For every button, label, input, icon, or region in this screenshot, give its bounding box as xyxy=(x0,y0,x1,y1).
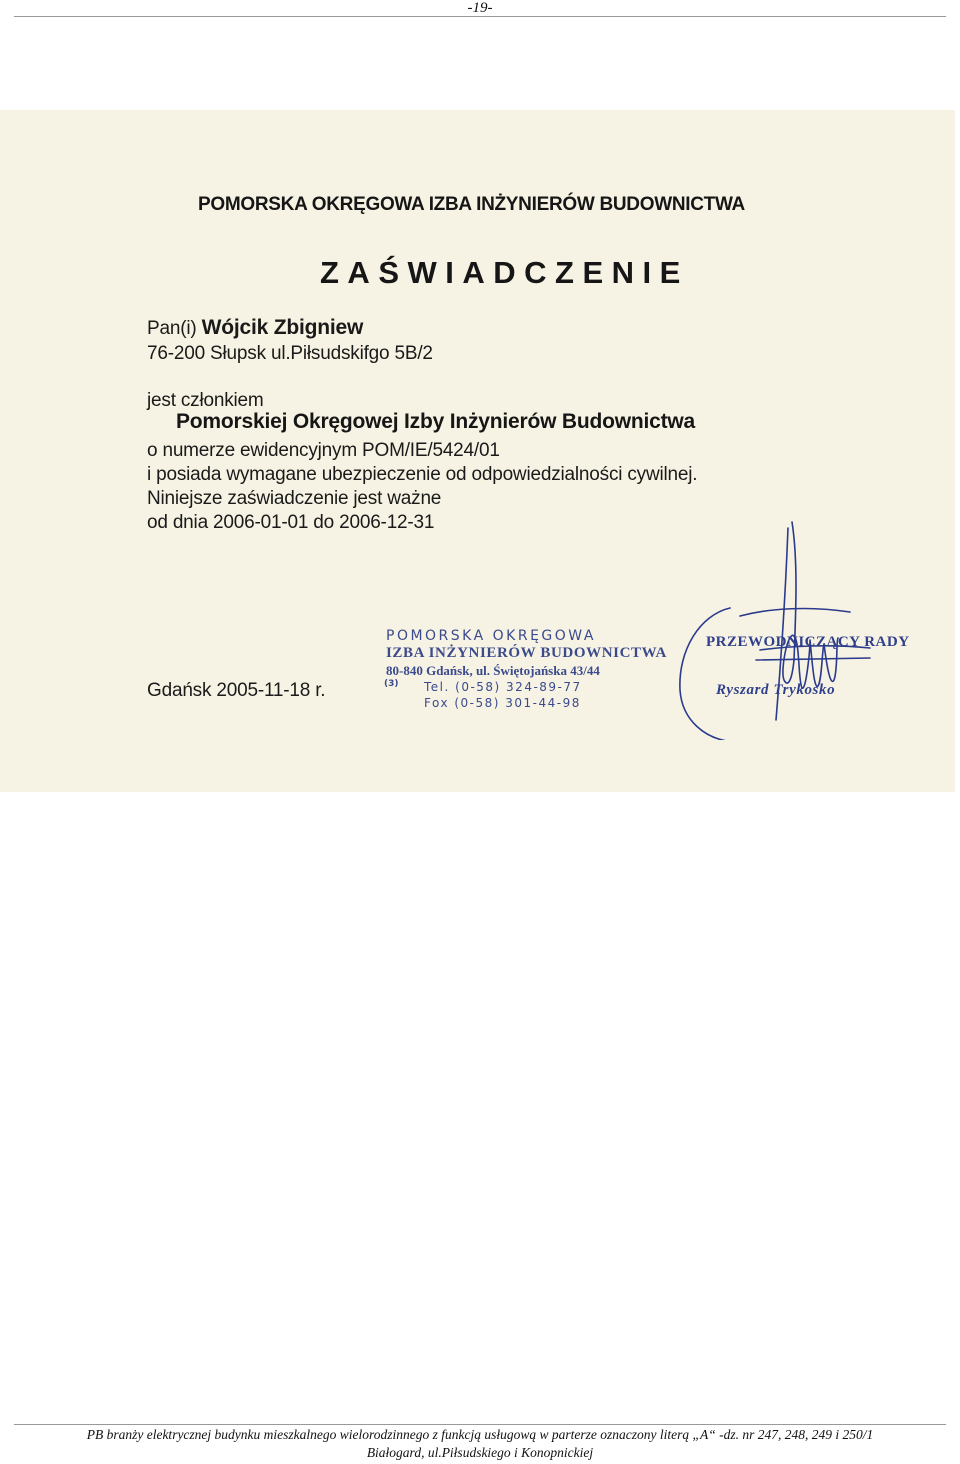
chamber-name: Pomorskiej Okręgowej Izby Inżynierów Budownictwa xyxy=(176,410,696,433)
registration-number: o numerze ewidencyjnym POM/IE/5424/01 xyxy=(147,440,500,461)
validity-dates: od dnia 2006-01-01 do 2006-12-31 xyxy=(147,512,435,533)
handwritten-signature xyxy=(660,520,900,740)
member-of-label: jest członkiem xyxy=(147,390,264,411)
stamp-address: 80-840 Gdańsk, ul. Świętojańska 43/44 xyxy=(386,663,600,678)
stamp-line-1: POMORSKA OKRĘGOWA xyxy=(386,628,596,644)
stamp-phone: Tel. (0-58) 324-89-77 xyxy=(424,680,582,694)
recipient-name: Wójcik Zbigniew xyxy=(201,316,364,339)
page-number: -19- xyxy=(467,0,493,16)
footer-line-1: PB branży elektrycznej budynku mieszkalnego wielorodzinnego z funkcją usługową w parterze oznaczony literą „A“ -dz. nr 247, 248, 249 i 250/1 xyxy=(86,1427,874,1442)
stamp-line-2: IZBA INŻYNIERÓW BUDOWNICTWA xyxy=(386,645,667,661)
document-title: ZAŚWIADCZENIE xyxy=(320,255,689,290)
page-footer xyxy=(14,1426,946,1462)
header-divider xyxy=(14,16,946,17)
recipient-line xyxy=(147,316,363,340)
stamp-fax: Fox (0-58) 301-44-98 xyxy=(424,696,581,710)
signatory-title-stamp: PRZEWODNICZĄCY RADY xyxy=(706,634,910,650)
organization-header: POMORSKA OKRĘGOWA IZBA INŻYNIERÓW BUDOWNICTWA xyxy=(198,194,745,215)
footer-line-2: Białogard, ul.Piłsudskiego i Konopnickiej xyxy=(366,1445,594,1460)
recipient-address: 76-200 Słupsk ul.Piłsudskifgo 5B/2 xyxy=(147,343,433,364)
recipient-prefix: Pan(i) xyxy=(147,318,197,339)
footer-divider xyxy=(14,1424,946,1425)
scanned-certificate xyxy=(0,110,955,792)
insurance-statement: i posiada wymagane ubezpieczenie od odpowiedzialności cywilnej. xyxy=(147,464,698,485)
stamp-code: (3) xyxy=(384,679,399,689)
signatory-name-stamp: Ryszard Trykosko xyxy=(716,682,836,698)
place-and-date: Gdańsk 2005-11-18 r. xyxy=(147,680,326,701)
validity-statement: Niniejsze zaświadczenie jest ważne xyxy=(147,488,442,509)
